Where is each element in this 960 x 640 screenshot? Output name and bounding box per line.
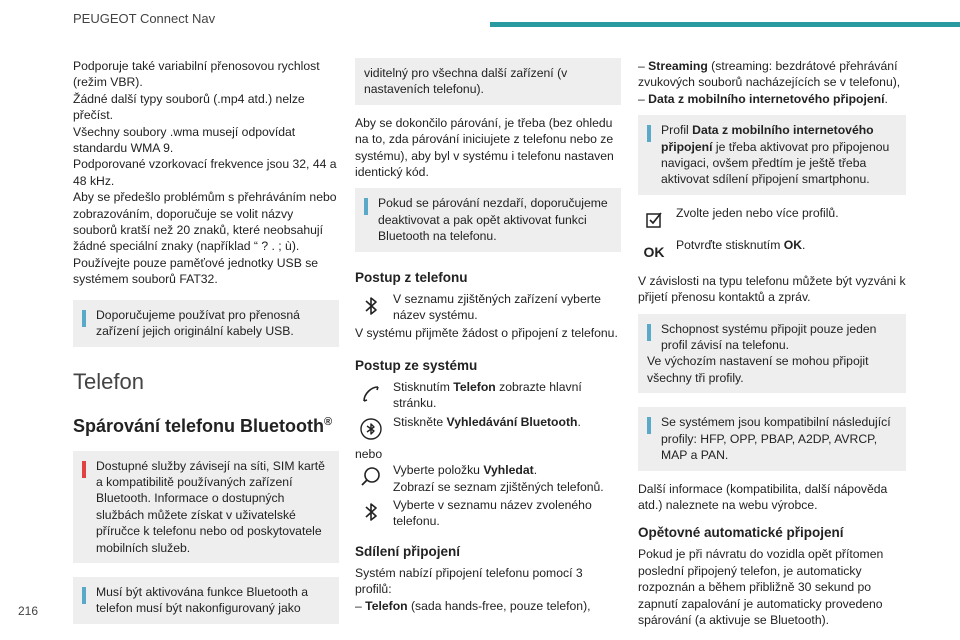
step-text: Stisknutím Telefon zobrazte hlavní stránku. xyxy=(393,379,582,411)
ok-icon xyxy=(638,237,670,267)
step-item xyxy=(355,414,621,444)
step-text: V seznamu zjištěných zařízení vyberte název systému. xyxy=(393,291,601,323)
paragraph: V systému přijměte žádost o připojení z telefonu. xyxy=(355,326,618,341)
heading-auto-reconnect: Opětovné automatické připojení xyxy=(638,525,844,541)
info-note xyxy=(638,115,906,195)
step-text: Zvolte jeden nebo více profilů. xyxy=(676,205,839,220)
note-text: Musí být aktivována funkce Bluetooth a telefon musí být nakonfigurovaný jako xyxy=(96,584,309,616)
note-text: Dostupné služby závisejí na síti, SIM kartě a kompatibilitě používaných zařízení Bluetooth. Informace o dostupných službách můžete získat v uživatelské příručce k telefonu nebo od poskytovatele mobilních služeb. xyxy=(96,458,325,555)
bluetooth-icon xyxy=(355,497,387,527)
paragraph: Další informace (kompatibilita, další nápověda atd.) naleznete na webu výrobce. xyxy=(638,481,888,512)
info-icon xyxy=(364,198,368,215)
ok-icon-label: OK xyxy=(643,243,665,260)
note-text: Pokud se párování nezdaří, doporučujeme deaktivovat a pak opět aktivovat funkci Bluetooth na telefonu. xyxy=(378,196,608,244)
step-text: Potvrďte stisknutím OK. xyxy=(676,237,806,252)
list-item: – Telefon (sada hands-free, pouze telefon), xyxy=(355,598,591,613)
heading-system-procedure: Postup ze systému xyxy=(355,357,478,373)
note-text: Ve výchozím nastavení se mohou připojit všechny tři profily. xyxy=(647,354,869,385)
list-item: – Data z mobilního internetového připojení. xyxy=(638,91,888,106)
step-text: Stiskněte Vyhledávání Bluetooth. xyxy=(393,414,581,429)
info-note-continued xyxy=(355,58,621,105)
paragraph: Aby se předešlo problémům s přehráváním nebo zobrazováním, doporučuje se volit názvy souborů kratší než 20 znaků, které neobsahují žádné speciální znaky (například “ ? . ; ù). xyxy=(73,190,337,254)
step-text: Vyberte položku Vyhledat. Zobrazí se seznam zjištěných telefonů. xyxy=(393,463,604,494)
info-icon xyxy=(647,324,651,341)
list-item: – Streaming (streaming: bezdrátové přehrávání zvukových souborů nacházejících se v telefonu), xyxy=(638,59,901,90)
paragraph: Pokud je při návratu do vozidla opět přítomen poslední připojený telefon, je automaticky rozpoznán a během přibližně 30 sekund po zapnutí zapalování je automaticky provedeno spárování (a aktivuje se Bluetooth). xyxy=(638,547,884,627)
heading-phone-procedure: Postup z telefonu xyxy=(355,269,468,285)
info-icon xyxy=(647,125,651,142)
heading-connection-sharing: Sdílení připojení xyxy=(355,543,461,559)
note-text: Doporučujeme používat pro přenosná zařízení jejich originální kabely USB. xyxy=(96,307,300,339)
step-item xyxy=(355,497,621,530)
search-icon xyxy=(355,462,387,492)
info-icon xyxy=(82,587,86,604)
paragraph: Podporované vzorkovací frekvence jsou 32, 44 a 48 kHz. xyxy=(73,157,337,188)
paragraph: Používejte pouze paměťové jednotky USB se systémem souborů FAT32. xyxy=(73,255,319,287)
paragraph: Aby se dokončilo párování, je třeba (bez ohledu na to, zda párování iniciujete z telefonu nebo ze systému), aby byl v systému i telefonu nastaven identický kód. xyxy=(355,115,614,180)
step-item xyxy=(355,379,621,412)
info-note xyxy=(73,300,339,347)
header-accent-bar xyxy=(490,22,960,27)
note-text: Profil Data z mobilního internetového připojení je třeba aktivovat pro připojenou navigaci, ovšem předtím je ještě třeba aktivovat sdílení připojení smartphonu. xyxy=(661,123,890,187)
step-item xyxy=(638,205,906,235)
paragraph: Žádné další typy souborů (.mp4 atd.) nelze přečíst. xyxy=(73,91,305,123)
column-2 xyxy=(355,58,621,622)
bluetooth-icon xyxy=(355,291,387,321)
step-item xyxy=(638,237,906,267)
warning-icon xyxy=(82,461,86,478)
info-icon xyxy=(82,310,86,327)
note-text: Se systémem jsou kompatibilní následující profily: HFP, OPP, PBAP, A2DP, AVRCP, MAP a PAN. xyxy=(661,415,891,463)
info-note xyxy=(73,577,339,624)
warning-note xyxy=(73,451,339,563)
info-note xyxy=(355,188,621,251)
or-label: nebo xyxy=(355,446,383,461)
section-title: Telefon xyxy=(73,368,144,394)
step-item xyxy=(355,462,621,495)
paragraph: Všechny soubory .wma musejí odpovídat standardu WMA 9. xyxy=(73,124,296,156)
paragraph: Systém nabízí připojení telefonu pomocí 3 profilů: xyxy=(355,565,583,597)
phone-handset-icon xyxy=(355,379,387,409)
step-item xyxy=(355,291,621,324)
column-1 xyxy=(73,58,339,634)
paragraph: Podporuje také variabilní přenosovou rychlost (režim VBR). xyxy=(73,59,320,90)
bluetooth-search-icon xyxy=(355,414,387,444)
paragraph: V závislosti na typu telefonu můžete být vyzváni k přijetí přenosu kontaktů a zpráv. xyxy=(638,273,906,305)
note-text: Schopnost systému připojit pouze jeden profil závisí na telefonu. xyxy=(661,321,877,353)
subsection-title: Spárování telefonu Bluetooth® xyxy=(73,415,333,436)
page-number: 216 xyxy=(18,604,39,618)
step-text: Vyberte v seznamu název zvoleného telefonu. xyxy=(393,497,592,529)
checkbox-icon xyxy=(638,205,670,235)
column-3 xyxy=(638,58,906,636)
info-note xyxy=(638,314,906,394)
header-title: PEUGEOT Connect Nav xyxy=(73,11,216,26)
info-icon xyxy=(647,417,651,434)
note-text: viditelný pro všechna další zařízení (v nastaveních telefonu). xyxy=(364,66,568,97)
info-note xyxy=(638,407,906,470)
